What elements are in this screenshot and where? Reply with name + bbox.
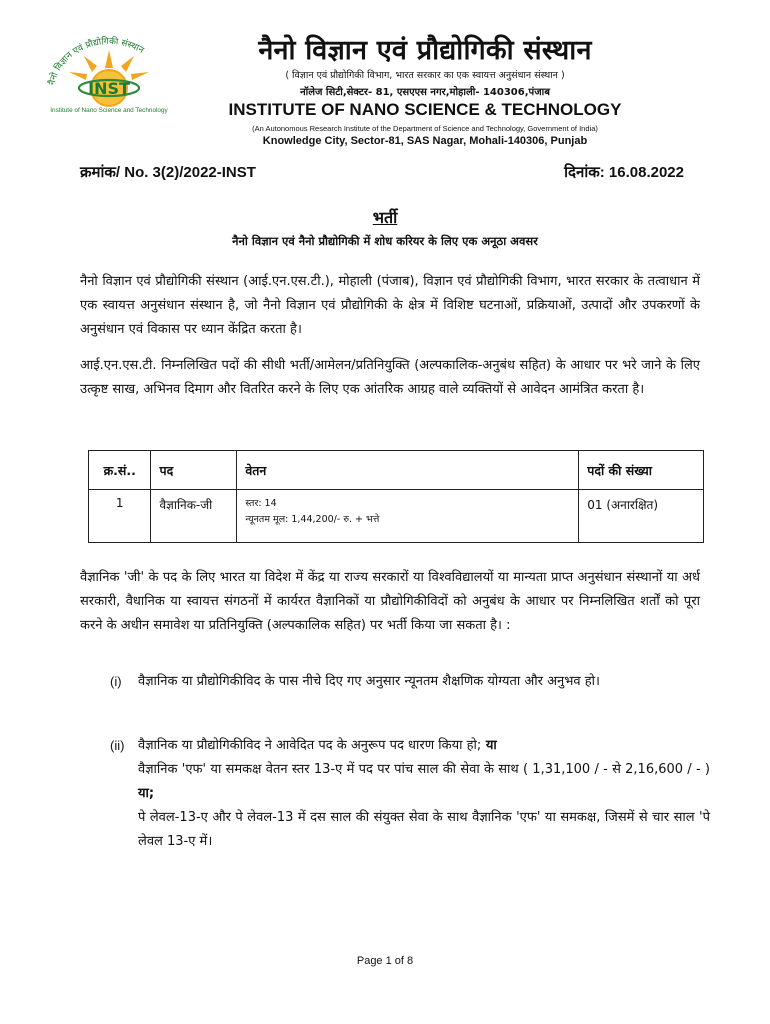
condition-line-2 <box>138 758 710 806</box>
table-cell-count: 01 (अनारक्षित) <box>579 490 704 543</box>
table-header-pay: वेतन <box>237 451 579 490</box>
page-heading: भर्ती <box>372 208 398 227</box>
logo-arc-text-hindi: नैनो विज्ञान एवं प्रौद्योगिकी संस्थान <box>47 36 146 87</box>
condition-marker: (ii) <box>110 738 125 753</box>
table-row <box>89 490 704 543</box>
reference-number: क्रमांक/ No. 3(2)/2022-INST <box>80 164 256 181</box>
condition-item <box>110 734 710 854</box>
condition-line-2-or: या; <box>138 786 155 801</box>
condition-line-1-or: या <box>481 738 497 753</box>
header-english-address: Knowledge City, Sector-81, SAS Nagar, Mohali-140306, Punjab <box>262 135 588 147</box>
condition-line-2-text: वैज्ञानिक 'एफ' या समकक्ष वेतन स्तर 13-ए में पद पर पांच साल की सेवा के साथ ( 1,31,100 / - से 2,16,600 / - ) <box>138 762 710 777</box>
condition-marker: (i) <box>110 674 122 689</box>
pay-minimum: न्यूनतम मूल: 1,44,200/- रु. + भत्ते <box>245 514 380 525</box>
table-header-row <box>89 451 704 490</box>
table-cell-sno: 1 <box>89 490 151 543</box>
header-english-subtitle: (An Autonomous Research Institute of the Department of Science and Technology, Government of India) <box>252 124 598 133</box>
table-cell-pay <box>237 490 579 543</box>
table-header-count: पदों की संख्या <box>579 451 704 490</box>
logo-text: INST <box>88 79 130 98</box>
condition-line-3: पे लेवल-13-ए और पे लेवल-13 में दस साल की संयुक्त सेवा के साथ वैज्ञानिक 'एफ' या समकक्ष, जिसमें से चार साल 'पे लेवल 13-ए में। <box>138 810 710 849</box>
reference-date: दिनांक: 16.08.2022 <box>564 164 684 181</box>
table-header-post: पद <box>151 451 237 490</box>
eligibility-paragraph: वैज्ञानिक 'जी' के पद के लिए भारत या विदेश में केंद्र या राज्य सरकारों या विश्वविद्यालयों या मान्यता प्राप्त अनुसंधान संस्थानों या अर्ध सरकारी, वैधानिक या स्वायत्त संगठनों में कार्यरत वैज्ञानिकों या प्रौद्योगिकीविदों को अनुबंध के आधार पर निम्नलिखित शर्तों को पूरा करने के अधीन समावेश या प्रतिनियुक्ति (अल्पकालिक सहित) पर भर्ती किया जा सकता है। : <box>80 570 700 633</box>
pay-level: स्तर: 14 <box>245 498 277 509</box>
inst-logo-icon <box>34 30 184 114</box>
table-header-sno: क्र.सं.. <box>89 451 151 490</box>
header-hindi-address: नॉलेज सिटी,सेक्टर- 81, एसएएस नगर,मोहाली- 140306,पंजाब <box>300 87 550 98</box>
header-hindi-title: नैनो विज्ञान एवं प्रौद्योगिकी संस्थान <box>258 35 592 66</box>
page-subheading: नैनो विज्ञान एवं नैनो प्रौद्योगिकी में शोध करियर के लिए एक अनूठा अवसर <box>232 234 538 248</box>
vacancy-table <box>88 450 704 543</box>
intro-paragraph: नैनो विज्ञान एवं प्रौद्योगिकी संस्थान (आई.एन.एस.टी.), मोहाली (पंजाब), विज्ञान एवं प्रौद्योगिकी विभाग, भारत सरकार के तत्वाधान में एक स्वायत्त अनुसंधान संस्थान है, जो नैनो विज्ञान एवं प्रौद्योगिकी के क्षेत्र में विशिष्ट घटनाओं, प्रक्रियाओं, उत्पादों और उपकरणों के अनुसंधान एवं विकास पर ध्यान केंद्रित करता है। <box>80 274 700 337</box>
condition-line-1-text: वैज्ञानिक या प्रौद्योगिकीविद ने आवेदित पद के अनुरूप पद धारण किया हो; <box>138 738 482 753</box>
invitation-paragraph: आई.एन.एस.टी. निम्नलिखित पदों की सीधी भर्ती/आमेलन/प्रतिनियुक्ति (अल्पकालिक-अनुबंध सहित) के आधार पर भरे जाने के लिए उत्कृष्ट साख, अभिनव दिमाग और वितरित करने के लिए एक आंतरिक आग्रह वाले व्यक्तियों से आवेदन आमंत्रित करता है। <box>80 358 700 397</box>
logo-arc-text-english: Institute of Nano Science and Technology <box>50 107 168 114</box>
condition-text <box>138 734 710 854</box>
header-english-title: INSTITUTE OF NANO SCIENCE & TECHNOLOGY <box>228 100 622 119</box>
condition-text: वैज्ञानिक या प्रौद्योगिकीविद के पास नीचे दिए गए अनुसार न्यूनतम शैक्षणिक योग्यता और अनुभव हो। <box>138 674 600 689</box>
condition-line-1 <box>138 734 710 758</box>
condition-item <box>110 670 710 694</box>
table-cell-post: वैज्ञानिक-जी <box>151 490 237 543</box>
page-number: Page 1 of 8 <box>356 955 414 967</box>
header-hindi-subtitle: ( विज्ञान एवं प्रौद्योगिकी विभाग, भारत सरकार का एक स्वायत्त अनुसंधान संस्थान ) <box>285 70 565 81</box>
